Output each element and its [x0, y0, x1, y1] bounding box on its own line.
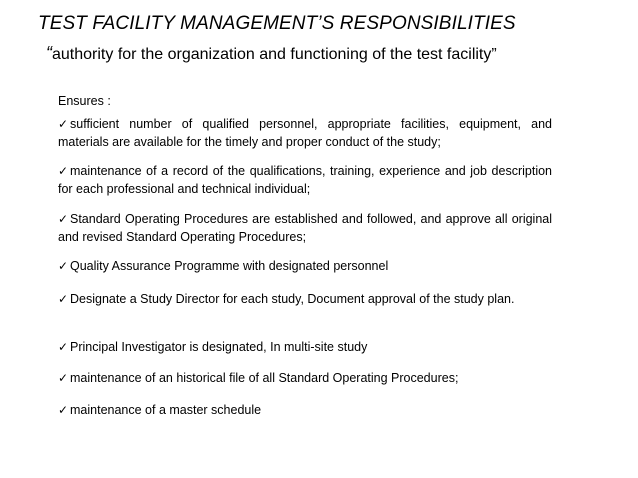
bullet-item [58, 115, 552, 151]
subtitle-text: authority for the organization and functioning of the test facility” [52, 46, 497, 63]
checkmark-icon: ✓ [58, 340, 69, 354]
bullet-item [58, 257, 552, 275]
bullet-item [58, 401, 552, 419]
bullet-text: Standard Operating Procedures are established and followed, and approve all original and revised Standard Operating Procedures; [58, 212, 552, 244]
slide-title: TEST FACILITY MANAGEMENT’S RESPONSIBILITIES [38, 13, 516, 34]
checkmark-icon: ✓ [58, 117, 69, 131]
bullet-text: maintenance of a master schedule [70, 403, 262, 417]
bullet-text: maintenance of an historical file of all Standard Operating Procedures; [70, 371, 459, 385]
checkmark-icon: ✓ [58, 212, 69, 226]
checkmark-icon: ✓ [58, 259, 69, 273]
checkmark-icon: ✓ [58, 371, 69, 385]
bullet-item [58, 290, 552, 308]
intro-text: Ensures : [58, 94, 111, 108]
checkmark-icon: ✓ [58, 403, 69, 417]
bullet-text: Principal Investigator is designated, In multi-site study [70, 340, 368, 354]
slide-subtitle [46, 43, 497, 64]
bullet-text: Designate a Study Director for each study, Document approval of the study plan. [70, 292, 515, 306]
bullet-text: Quality Assurance Programme with designated personnel [70, 259, 389, 273]
bullet-item [58, 338, 552, 356]
bullet-item [58, 210, 552, 246]
open-quote: “ [46, 43, 52, 63]
bullet-item [58, 162, 552, 198]
bullet-text: maintenance of a record of the qualifications, training, experience and job description for each professional and technical individual; [58, 164, 552, 196]
bullet-text: sufficient number of qualified personnel, appropriate facilities, equipment, and materials are available for the timely and proper conduct of the study; [58, 117, 552, 149]
checkmark-icon: ✓ [58, 164, 69, 178]
checkmark-icon: ✓ [58, 292, 69, 306]
bullet-item [58, 369, 552, 387]
